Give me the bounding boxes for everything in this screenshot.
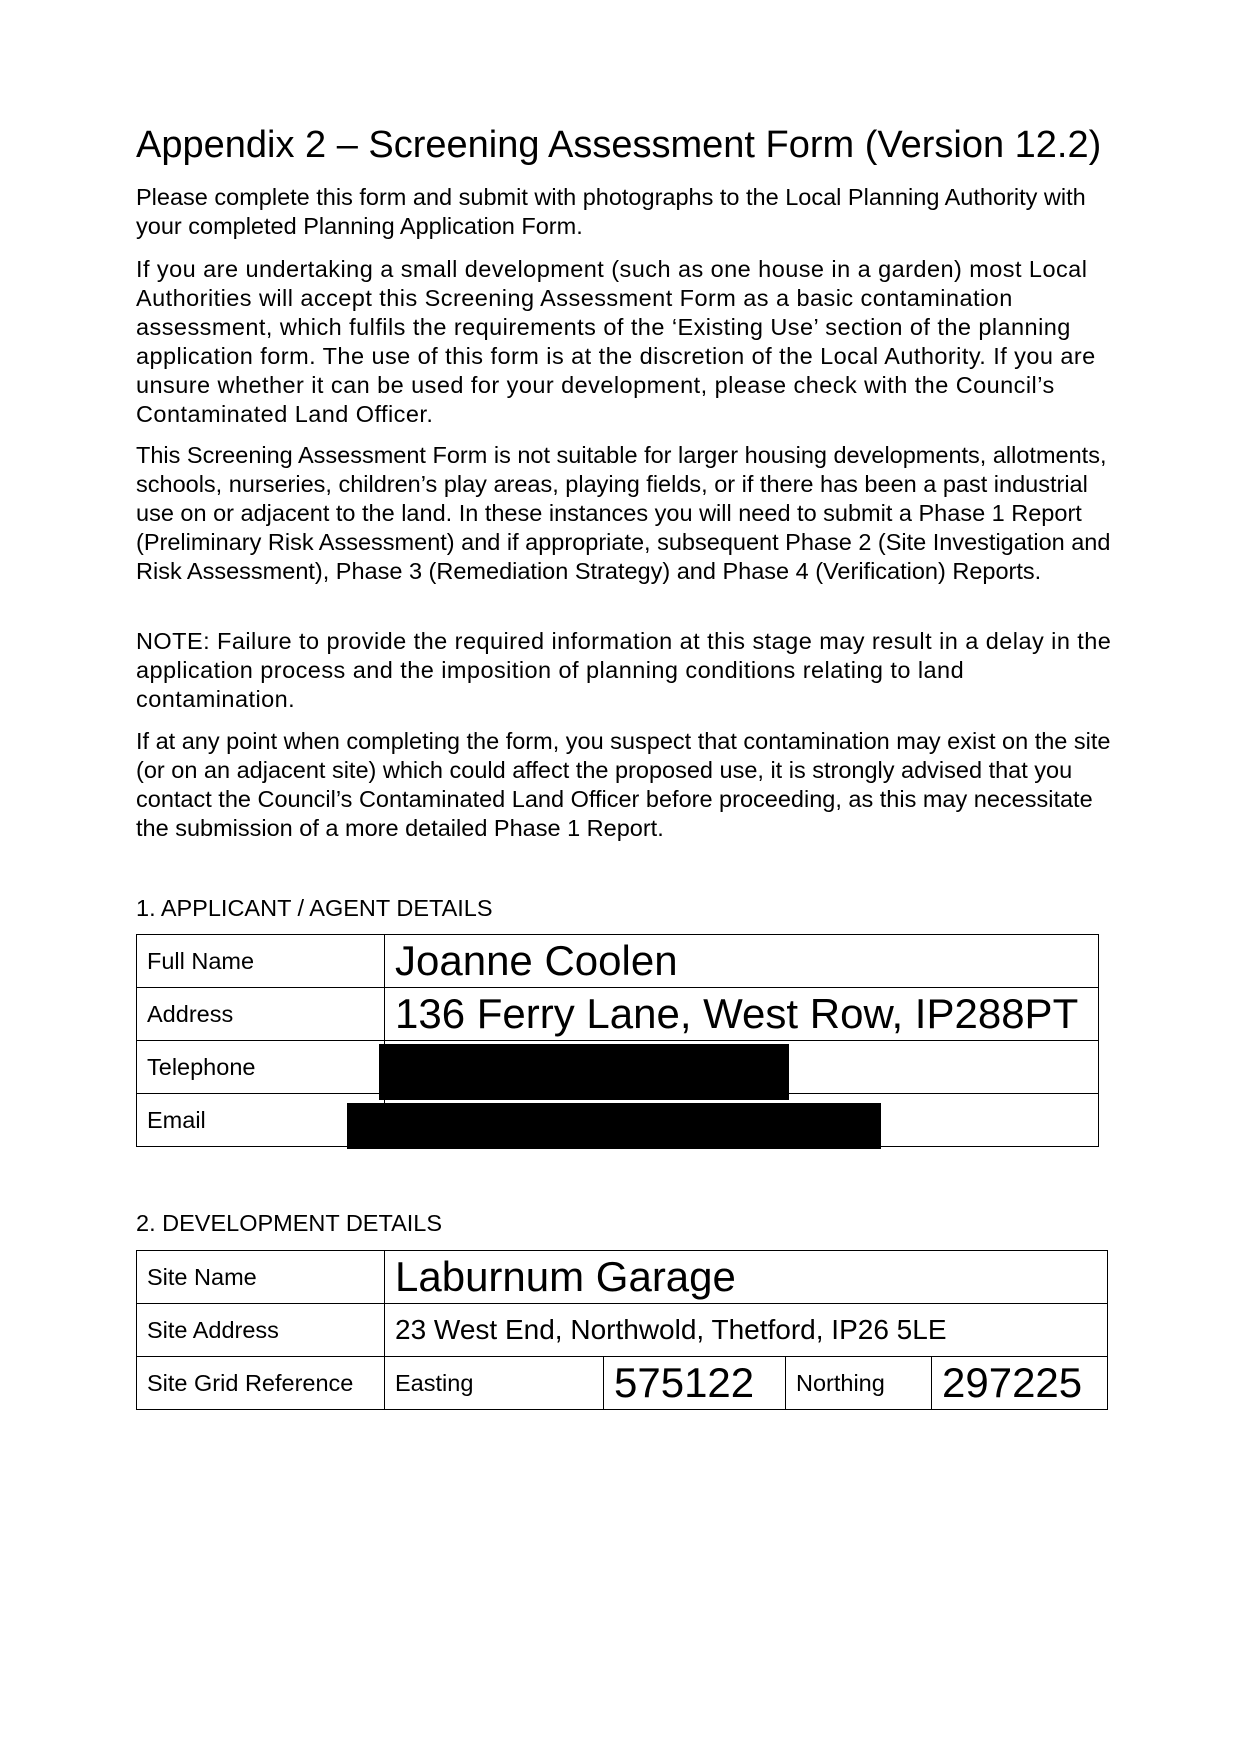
easting-label: Easting <box>385 1357 604 1410</box>
telephone-label: Telephone <box>137 1041 385 1094</box>
table-row <box>137 1357 1108 1410</box>
email-label: Email <box>137 1094 385 1147</box>
northing-field[interactable]: 297225 <box>932 1357 1108 1410</box>
email-redaction <box>347 1103 881 1149</box>
table-row <box>137 1304 1108 1357</box>
page-title: Appendix 2 – Screening Assessment Form (Version 12.2) <box>136 124 1102 166</box>
table-row <box>137 1251 1108 1304</box>
not-suitable-paragraph: This Screening Assessment Form is not suitable for larger housing developments, allotments, schools, nurseries, children’s play areas, playing fields, or if there has been a past industrial use on or adjacent to the land. In these instances you will need to submit a Phase 1 Report (Preliminary Risk Assessment) and if appropriate, subsequent Phase 2 (Site Investigation and Risk Assessment), Phase 3 (Remediation Strategy) and Phase 4 (Verification) Reports. <box>136 442 1111 584</box>
full-name-label: Full Name <box>137 935 385 988</box>
address-label: Address <box>137 988 385 1041</box>
site-address-field[interactable]: 23 West End, Northwold, Thetford, IP26 5LE <box>385 1304 1108 1357</box>
applicant-section-heading: 1. APPLICANT / AGENT DETAILS <box>136 895 493 921</box>
site-grid-reference-label: Site Grid Reference <box>137 1357 385 1410</box>
table-row <box>137 935 1099 988</box>
development-section-heading: 2. DEVELOPMENT DETAILS <box>136 1210 443 1236</box>
table-row <box>137 988 1099 1041</box>
site-address-label: Site Address <box>137 1304 385 1357</box>
small-development-paragraph: If you are undertaking a small development (such as one house in a garden) most Local Authorities will accept this Screening Assessment Form as a basic contamination assessment, which fulfils the requirements of the ‘Existing Use’ section of the planning application form. The use of this form is at the discretion of the Local Authority. If you are unsure whether it can be used for your development, please check with the Council’s Contaminated Land Officer. <box>136 256 1096 427</box>
telephone-redaction <box>379 1044 789 1100</box>
intro-paragraph: Please complete this form and submit with photographs to the Local Planning Authority with your completed Planning Application Form. <box>136 184 1086 239</box>
note-paragraph: NOTE: Failure to provide the required information at this stage may result in a delay in the application process and the imposition of planning conditions relating to land contamination. <box>136 628 1112 712</box>
address-field[interactable]: 136 Ferry Lane, West Row, IP288PT <box>385 988 1099 1041</box>
contamination-paragraph: If at any point when completing the form, you suspect that contamination may exist on the site (or on an adjacent site) which could affect the proposed use, it is strongly advised that you contact the Council’s Contaminated Land Officer before proceeding, as this may necessitate the submission of a more detailed Phase 1 Report. <box>136 728 1111 841</box>
site-name-field[interactable]: Laburnum Garage <box>385 1251 1108 1304</box>
northing-label: Northing <box>786 1357 932 1410</box>
site-name-label: Site Name <box>137 1251 385 1304</box>
full-name-field[interactable]: Joanne Coolen <box>385 935 1099 988</box>
development-details-table <box>136 1250 1108 1410</box>
easting-field[interactable]: 575122 <box>604 1357 786 1410</box>
